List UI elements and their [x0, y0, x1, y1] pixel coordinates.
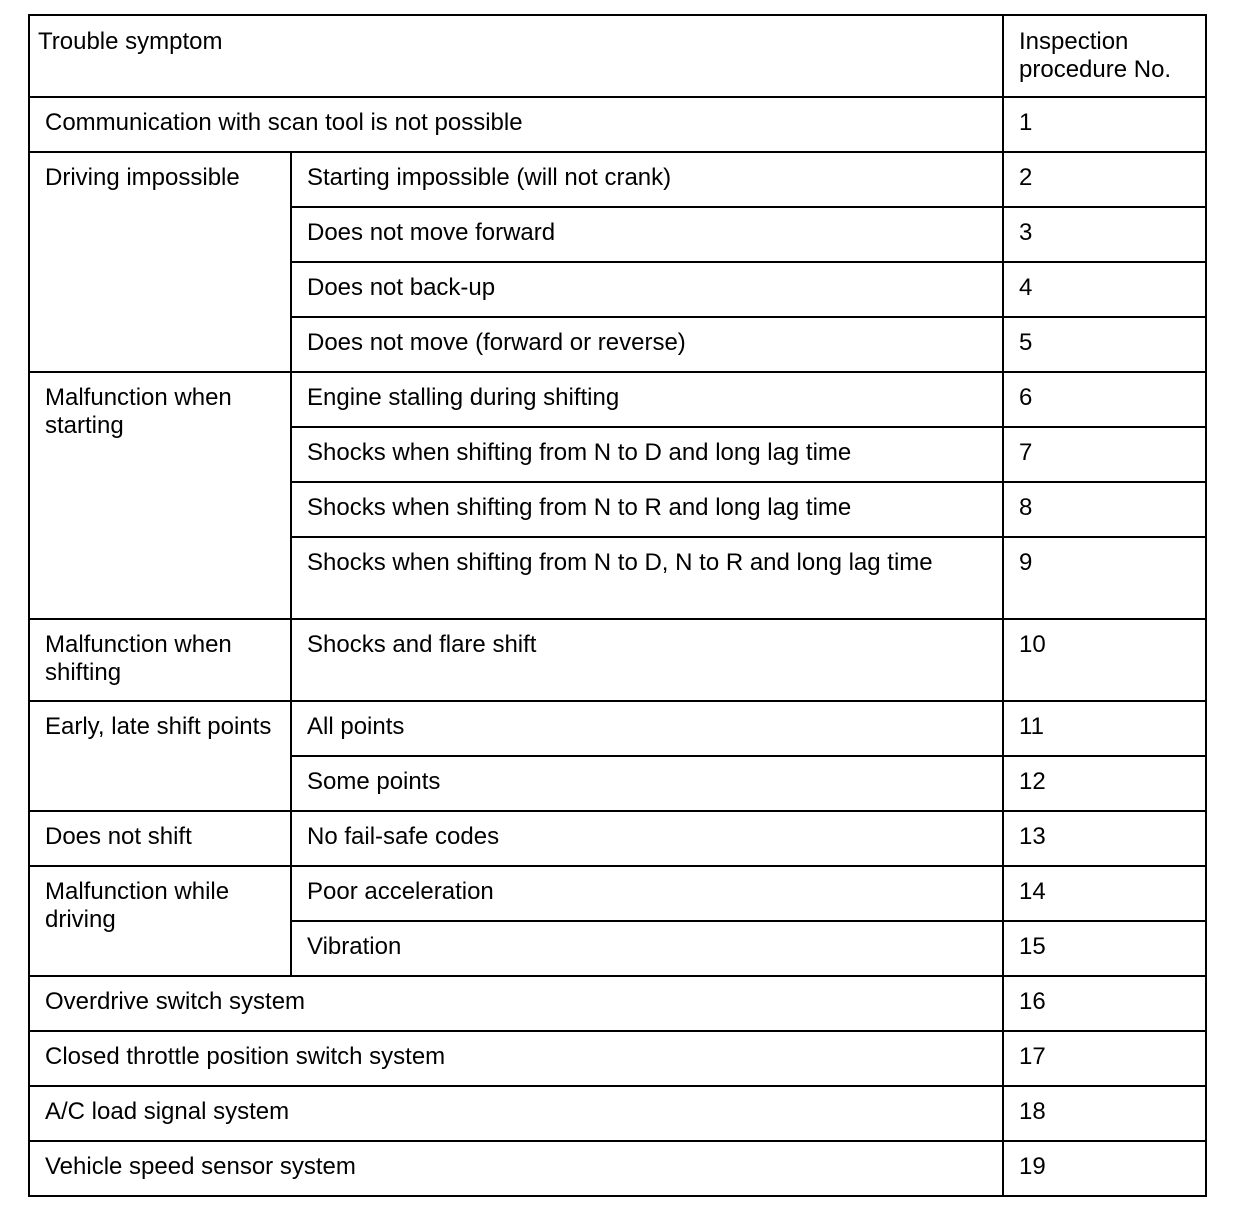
symptom-cell: Does not move (forward or reverse)	[291, 317, 1003, 372]
procedure-number: 9	[1003, 537, 1206, 619]
symptom-group: Driving impossible	[29, 152, 291, 372]
symptom-cell: Shocks when shifting from N to D, N to R and long lag time	[291, 537, 1003, 619]
symptom-cell: Vibration	[291, 921, 1003, 976]
symptom-cell: Does not move forward	[291, 207, 1003, 262]
procedure-number: 17	[1003, 1031, 1206, 1086]
table-row	[29, 1031, 1206, 1086]
symptom-cell: Shocks when shifting from N to D and long lag time	[291, 427, 1003, 482]
procedure-number: 3	[1003, 207, 1206, 262]
symptom-group: Malfunction while driving	[29, 866, 291, 976]
symptom-cell: Some points	[291, 756, 1003, 811]
procedure-number: 2	[1003, 152, 1206, 207]
procedure-number: 19	[1003, 1141, 1206, 1196]
symptom-cell: Overdrive switch system	[29, 976, 1003, 1031]
trouble-symptom-table	[28, 14, 1207, 1197]
symptom-cell: Vehicle speed sensor system	[29, 1141, 1003, 1196]
symptom-group: Does not shift	[29, 811, 291, 866]
procedure-number: 11	[1003, 701, 1206, 756]
table-row	[29, 372, 1206, 427]
procedure-number: 5	[1003, 317, 1206, 372]
table-row	[29, 1086, 1206, 1141]
procedure-number: 6	[1003, 372, 1206, 427]
symptom-cell: Does not back-up	[291, 262, 1003, 317]
procedure-number: 12	[1003, 756, 1206, 811]
procedure-number: 10	[1003, 619, 1206, 701]
table-row	[29, 976, 1206, 1031]
procedure-number: 4	[1003, 262, 1206, 317]
symptom-cell: A/C load signal system	[29, 1086, 1003, 1141]
header-inspection-procedure: Inspection procedure No.	[1003, 15, 1206, 97]
procedure-number: 18	[1003, 1086, 1206, 1141]
symptom-group: Early, late shift points	[29, 701, 291, 811]
table-header-row	[29, 15, 1206, 97]
procedure-number: 7	[1003, 427, 1206, 482]
table-row	[29, 811, 1206, 866]
symptom-group: Malfunction when starting	[29, 372, 291, 619]
table-row	[29, 1141, 1206, 1196]
symptom-cell: All points	[291, 701, 1003, 756]
symptom-cell: Closed throttle position switch system	[29, 1031, 1003, 1086]
procedure-number: 13	[1003, 811, 1206, 866]
symptom-cell: Shocks when shifting from N to R and long lag time	[291, 482, 1003, 537]
table-row	[29, 701, 1206, 756]
symptom-cell: Shocks and flare shift	[291, 619, 1003, 701]
procedure-number: 1	[1003, 97, 1206, 152]
procedure-number: 15	[1003, 921, 1206, 976]
table-row	[29, 619, 1206, 701]
table-row	[29, 97, 1206, 152]
symptom-cell: Starting impossible (will not crank)	[291, 152, 1003, 207]
table-row	[29, 866, 1206, 921]
procedure-number: 8	[1003, 482, 1206, 537]
symptom-cell: No fail-safe codes	[291, 811, 1003, 866]
symptom-group: Malfunction when shifting	[29, 619, 291, 701]
procedure-number: 14	[1003, 866, 1206, 921]
symptom-cell: Engine stalling during shifting	[291, 372, 1003, 427]
table-row	[29, 152, 1206, 207]
header-trouble-symptom: Trouble symptom	[29, 15, 1003, 97]
symptom-cell: Communication with scan tool is not possible	[29, 97, 1003, 152]
procedure-number: 16	[1003, 976, 1206, 1031]
symptom-cell: Poor acceleration	[291, 866, 1003, 921]
